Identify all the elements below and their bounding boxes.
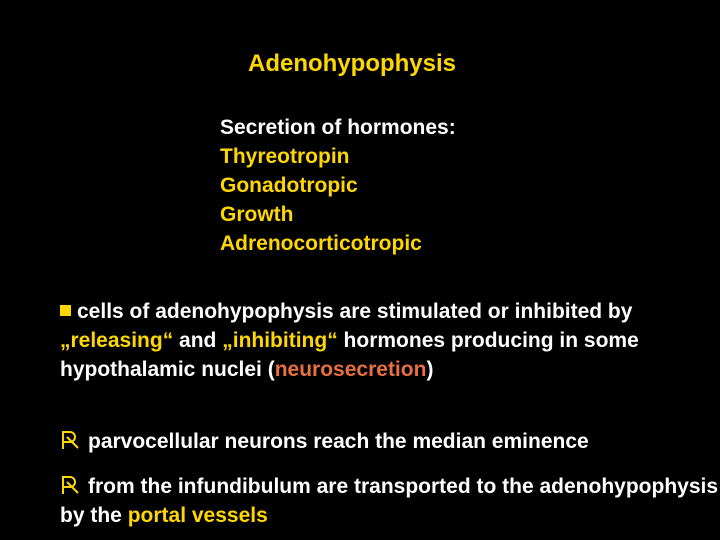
p-flag-icon	[60, 429, 80, 449]
releasing-term: „releasing“	[60, 329, 174, 352]
hormone-item-growth: Growth	[220, 203, 294, 226]
paragraph1-text: cells of adenohypophysis are stimulated or inhibited by	[77, 300, 633, 323]
paragraph1-close: )	[426, 358, 434, 381]
paragraph2-text: parvocellular neurons reach the median eminence	[88, 430, 589, 453]
secretion-heading: Secretion of hormones:	[220, 116, 456, 139]
inhibiting-term: „inhibiting“	[222, 329, 338, 352]
hormone-item-adrenocorticotropic: Adrenocorticotropic	[220, 232, 422, 255]
portal-vessels-term: portal vessels	[127, 504, 268, 527]
p-flag-icon	[60, 474, 80, 494]
hormone-list	[220, 113, 456, 258]
slide-title: Adenohypophysis	[248, 50, 457, 77]
paragraph-infundibulum	[60, 472, 720, 530]
paragraph-parvocellular	[60, 427, 589, 456]
paragraph1-text-2: hormones producing in some hypothalamic nuclei (	[60, 329, 639, 381]
square-bullet-icon	[60, 305, 71, 316]
hormone-item-gonadotropic: Gonadotropic	[220, 174, 358, 197]
paragraph1-and: and	[173, 329, 223, 352]
paragraph3-text: from the infundibulum are transported to the adenohypophysis by the	[60, 475, 719, 527]
neurosecretion-term: neurosecretion	[274, 358, 427, 381]
hormone-item-thyreotropin: Thyreotropin	[220, 145, 350, 168]
paragraph-stimulation	[60, 297, 720, 384]
